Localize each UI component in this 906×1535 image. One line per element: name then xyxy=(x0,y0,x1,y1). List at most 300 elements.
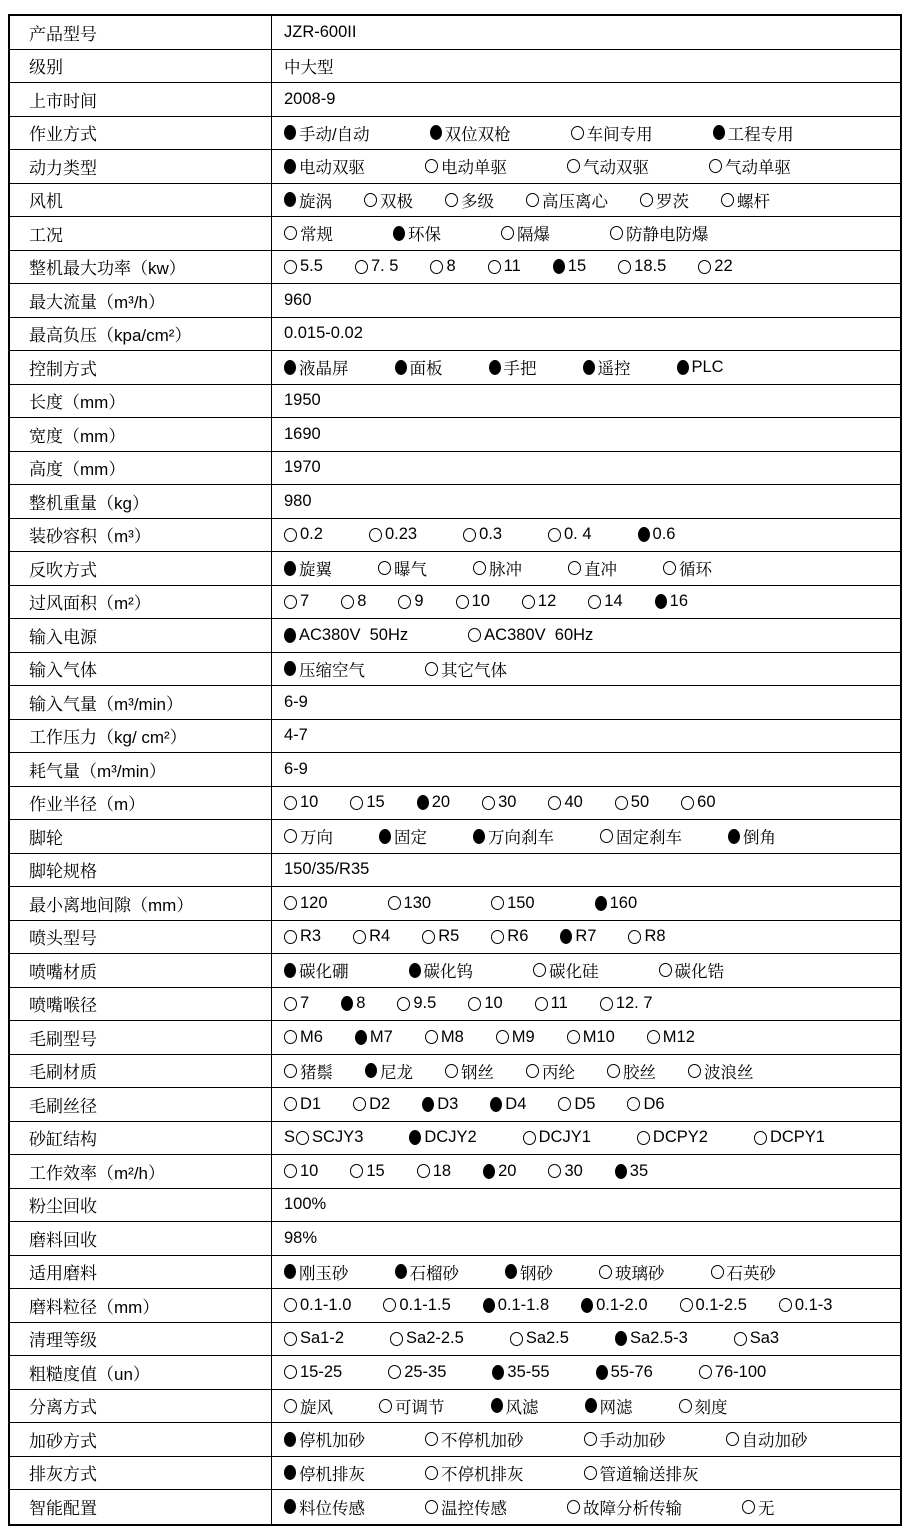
option-label: Sa2-2.5 xyxy=(406,1329,464,1348)
spec-label: 过风面积（m²） xyxy=(10,586,272,619)
spec-option xyxy=(615,1162,648,1181)
option-label: 环保 xyxy=(408,226,441,245)
radio-empty-icon xyxy=(637,1131,650,1145)
radio-empty-icon xyxy=(488,260,501,274)
radio-filled-icon xyxy=(491,1398,503,1413)
option-label: Sa2.5 xyxy=(525,1329,569,1348)
radio-empty-icon xyxy=(491,896,504,910)
option-label: Sa1-2 xyxy=(300,1329,345,1348)
spec-value: 0.015-0.02 xyxy=(284,324,363,343)
table-row xyxy=(10,921,900,955)
option-label: 35 xyxy=(629,1161,649,1180)
radio-filled-icon xyxy=(505,1264,517,1279)
radio-empty-icon xyxy=(284,226,297,240)
radio-empty-icon xyxy=(468,997,481,1011)
spec-value: 960 xyxy=(284,290,312,309)
spec-option xyxy=(383,1296,450,1315)
radio-empty-icon xyxy=(284,1064,297,1078)
option-label: 手把 xyxy=(503,360,537,379)
table-row xyxy=(10,619,900,653)
option-label: 手动加砂 xyxy=(599,1432,666,1451)
option-label: 倒角 xyxy=(743,829,776,848)
radio-empty-icon xyxy=(681,796,694,810)
radio-filled-icon xyxy=(393,226,405,241)
radio-empty-icon xyxy=(284,1332,297,1346)
option-label: M12 xyxy=(662,1027,695,1046)
radio-empty-icon xyxy=(468,628,481,642)
table-row xyxy=(10,1256,900,1290)
spec-label: 加砂方式 xyxy=(10,1423,272,1456)
option-label: 0.1-2.5 xyxy=(695,1295,747,1314)
option-label: 30 xyxy=(498,793,517,812)
spec-value xyxy=(272,1289,900,1322)
radio-filled-icon xyxy=(365,1063,377,1078)
radio-filled-icon xyxy=(284,561,296,576)
radio-empty-icon xyxy=(369,528,382,542)
spec-option xyxy=(284,1495,365,1519)
option-label: 风滤 xyxy=(505,1398,539,1417)
spec-option xyxy=(640,188,689,212)
radio-empty-icon xyxy=(659,963,672,977)
option-label: 网滤 xyxy=(599,1398,633,1417)
radio-filled-icon xyxy=(379,829,391,844)
spec-label: 脚轮规格 xyxy=(10,854,272,887)
option-label: 0.1-1.0 xyxy=(300,1295,352,1314)
table-row xyxy=(10,988,900,1022)
option-label: 12. 7 xyxy=(615,994,653,1013)
option-label: PLC xyxy=(691,357,724,376)
spec-option xyxy=(553,257,586,276)
radio-empty-icon xyxy=(734,1332,747,1346)
option-label: 车间专用 xyxy=(586,125,653,144)
spec-option xyxy=(680,1296,747,1315)
spec-option xyxy=(395,355,443,379)
spec-option xyxy=(284,556,332,580)
option-label: 面板 xyxy=(409,360,443,379)
table-row xyxy=(10,50,900,84)
radio-empty-icon xyxy=(526,193,539,207)
spec-option xyxy=(284,1162,318,1181)
spec-label: 毛刷材质 xyxy=(10,1055,272,1088)
option-label: 猪鬃 xyxy=(300,1063,333,1082)
option-label: D5 xyxy=(574,1094,596,1113)
radio-filled-icon xyxy=(284,1264,296,1279)
radio-filled-icon xyxy=(355,1030,367,1045)
option-label: 8 xyxy=(357,592,367,611)
spec-value xyxy=(272,1122,900,1155)
option-label: M7 xyxy=(369,1027,393,1046)
table-row xyxy=(10,1423,900,1457)
option-label: 固定 xyxy=(394,829,427,848)
option-label: 故障分析传输 xyxy=(583,1499,682,1518)
spec-option xyxy=(284,592,309,611)
radio-empty-icon xyxy=(284,829,297,843)
option-label: 脉冲 xyxy=(489,561,522,580)
option-prefix: S xyxy=(284,1128,296,1147)
radio-empty-icon xyxy=(425,1466,438,1480)
option-label: 石英砂 xyxy=(726,1264,776,1283)
spec-option xyxy=(341,994,365,1013)
option-label: 11 xyxy=(503,257,521,276)
spec-label: 级别 xyxy=(10,50,272,83)
option-label: 万向刹车 xyxy=(488,829,554,848)
radio-empty-icon xyxy=(571,126,584,140)
spec-label: 适用磨料 xyxy=(10,1256,272,1289)
table-row xyxy=(10,519,900,553)
option-label: D1 xyxy=(300,1094,322,1113)
radio-empty-icon xyxy=(688,1064,701,1078)
radio-empty-icon xyxy=(533,963,546,977)
radio-filled-icon xyxy=(409,1130,421,1145)
spec-option xyxy=(522,592,556,611)
spec-value: 100% xyxy=(284,1195,327,1214)
radio-empty-icon xyxy=(600,829,613,843)
option-label: 液晶屏 xyxy=(299,360,349,379)
radio-empty-icon xyxy=(456,595,469,609)
spec-label: 磨料粒径（mm） xyxy=(10,1289,272,1322)
option-label: 刻度 xyxy=(694,1398,728,1417)
spec-label: 清理等级 xyxy=(10,1323,272,1356)
spec-option xyxy=(647,1028,695,1047)
radio-filled-icon xyxy=(728,829,740,844)
spec-label: 喷嘴材质 xyxy=(10,954,272,987)
radio-empty-icon xyxy=(284,930,297,944)
option-label: 15-25 xyxy=(300,1362,343,1381)
option-label: 石榴砂 xyxy=(409,1264,459,1283)
radio-empty-icon xyxy=(526,1064,539,1078)
table-row xyxy=(10,787,900,821)
spec-option xyxy=(284,1128,363,1147)
table-row xyxy=(10,1088,900,1122)
spec-option xyxy=(393,221,441,245)
spec-option xyxy=(284,1329,344,1348)
spec-label: 分离方式 xyxy=(10,1390,272,1423)
option-label: 0.3 xyxy=(479,525,502,544)
spec-option xyxy=(560,927,596,946)
option-label: 8 xyxy=(446,257,456,276)
radio-empty-icon xyxy=(584,1466,597,1480)
option-label: 旋翼 xyxy=(299,561,332,580)
spec-value xyxy=(272,1155,900,1188)
option-label: 碳化钨 xyxy=(423,963,473,982)
table-row xyxy=(10,150,900,184)
spec-option xyxy=(526,1059,575,1083)
spec-option xyxy=(284,121,370,145)
spec-option xyxy=(600,824,682,848)
radio-empty-icon xyxy=(647,1030,660,1044)
spec-value xyxy=(272,184,900,217)
radio-empty-icon xyxy=(284,896,297,910)
option-label: 7 xyxy=(300,994,310,1013)
option-label: 30 xyxy=(564,1161,583,1180)
option-label: 9.5 xyxy=(413,994,437,1013)
radio-empty-icon xyxy=(425,1432,438,1446)
spec-option xyxy=(490,1095,526,1114)
radio-empty-icon xyxy=(548,796,561,810)
radio-empty-icon xyxy=(711,1265,724,1279)
option-label: 气动双驱 xyxy=(583,159,649,178)
radio-empty-icon xyxy=(284,997,297,1011)
option-label: 温控传感 xyxy=(441,1499,507,1518)
spec-option xyxy=(779,1296,833,1315)
option-label: 不停机排灰 xyxy=(441,1465,524,1484)
radio-empty-icon xyxy=(417,1164,430,1178)
spec-value xyxy=(272,1021,900,1054)
option-label: R3 xyxy=(300,927,322,946)
spec-option xyxy=(548,793,582,812)
radio-empty-icon xyxy=(607,1064,620,1078)
spec-value xyxy=(272,820,900,853)
radio-empty-icon xyxy=(548,528,561,542)
spec-option xyxy=(417,1162,451,1181)
spec-option xyxy=(489,355,537,379)
spec-label: 输入电源 xyxy=(10,619,272,652)
spec-label: 耗气量（m³/min） xyxy=(10,753,272,786)
table-row xyxy=(10,1490,900,1524)
spec-option xyxy=(688,1059,754,1083)
radio-empty-icon xyxy=(663,561,676,575)
option-label: AC380V 50Hz xyxy=(299,625,409,644)
option-label: 22 xyxy=(714,257,733,276)
spec-option xyxy=(425,154,507,178)
option-label: 多级 xyxy=(461,192,494,211)
option-label: 10 xyxy=(300,1161,319,1180)
spec-option xyxy=(567,1028,615,1047)
table-row xyxy=(10,1390,900,1424)
spec-value xyxy=(272,519,900,552)
option-label: 双极 xyxy=(380,192,413,211)
radio-empty-icon xyxy=(445,1064,458,1078)
radio-empty-icon xyxy=(398,595,411,609)
radio-empty-icon xyxy=(430,260,443,274)
spec-label: 控制方式 xyxy=(10,351,272,384)
spec-value xyxy=(272,1457,900,1490)
spec-option xyxy=(726,1427,808,1451)
spec-label: 输入气量（m³/min） xyxy=(10,686,272,719)
table-row xyxy=(10,1222,900,1256)
table-row xyxy=(10,1323,900,1357)
radio-filled-icon xyxy=(284,628,296,643)
option-label: Sa2.5-3 xyxy=(629,1329,688,1348)
spec-option xyxy=(284,927,321,946)
radio-empty-icon xyxy=(699,1365,712,1379)
radio-filled-icon xyxy=(284,1499,296,1514)
radio-filled-icon xyxy=(553,259,565,274)
spec-option xyxy=(533,958,599,982)
spec-option xyxy=(628,927,665,946)
radio-filled-icon xyxy=(595,896,607,911)
option-label: DCJY2 xyxy=(424,1128,477,1147)
table-row xyxy=(10,820,900,854)
spec-option xyxy=(456,592,490,611)
spec-value xyxy=(272,954,900,987)
radio-filled-icon xyxy=(284,1465,296,1480)
option-label: 曝气 xyxy=(394,561,427,580)
radio-empty-icon xyxy=(425,662,438,676)
spec-option xyxy=(341,592,366,611)
spec-label: 排灰方式 xyxy=(10,1457,272,1490)
option-label: 76-100 xyxy=(714,1362,767,1381)
spec-option xyxy=(588,592,622,611)
spec-label: 智能配置 xyxy=(10,1490,272,1524)
spec-value xyxy=(272,1490,900,1524)
option-label: 尼龙 xyxy=(380,1063,413,1082)
radio-empty-icon xyxy=(425,1500,438,1514)
radio-empty-icon xyxy=(378,561,391,575)
spec-option xyxy=(583,355,631,379)
radio-filled-icon xyxy=(284,192,296,207)
table-row xyxy=(10,854,900,888)
spec-option xyxy=(491,927,528,946)
option-label: M9 xyxy=(511,1027,535,1046)
spec-option xyxy=(398,592,423,611)
option-label: 0.6 xyxy=(652,525,676,544)
option-label: 55-76 xyxy=(610,1362,653,1381)
option-label: 无 xyxy=(758,1499,775,1518)
spec-option xyxy=(567,154,649,178)
radio-empty-icon xyxy=(422,930,435,944)
spec-option xyxy=(422,927,459,946)
spec-option xyxy=(284,626,408,645)
option-label: 钢砂 xyxy=(520,1264,553,1283)
option-label: 直冲 xyxy=(584,561,617,580)
spec-option xyxy=(395,1260,460,1284)
radio-empty-icon xyxy=(445,193,458,207)
radio-empty-icon xyxy=(425,159,438,173)
option-label: 旋涡 xyxy=(299,192,332,211)
radio-empty-icon xyxy=(522,595,535,609)
spec-option xyxy=(581,1296,647,1315)
spec-option xyxy=(473,824,554,848)
radio-filled-icon xyxy=(483,1164,495,1179)
option-label: 15 xyxy=(366,793,385,812)
option-label: 管道输送排灰 xyxy=(599,1465,699,1484)
option-label: 停机排灰 xyxy=(299,1465,365,1484)
table-row xyxy=(10,385,900,419)
option-label: 双位双枪 xyxy=(444,125,511,144)
radio-empty-icon xyxy=(284,1030,297,1044)
spec-option xyxy=(284,1296,351,1315)
option-label: 循环 xyxy=(679,561,712,580)
spec-label: 长度（mm） xyxy=(10,385,272,418)
spec-option xyxy=(699,1363,766,1382)
table-row xyxy=(10,117,900,151)
option-label: 50 xyxy=(630,793,650,812)
spec-option xyxy=(468,626,593,645)
spec-option xyxy=(548,525,592,544)
radio-filled-icon xyxy=(422,1097,434,1112)
spec-option xyxy=(637,1128,708,1147)
spec-option xyxy=(284,188,332,212)
option-label: 螺杆 xyxy=(737,192,770,211)
spec-option xyxy=(491,1394,539,1418)
spec-label: 整机最大功率（kw） xyxy=(10,251,272,284)
radio-empty-icon xyxy=(388,896,401,910)
spec-value xyxy=(272,1356,900,1389)
option-label: 料位传感 xyxy=(299,1499,365,1518)
spec-option xyxy=(445,188,494,212)
option-label: 14 xyxy=(604,592,623,611)
radio-empty-icon xyxy=(296,1131,309,1145)
spec-label: 粉尘回收 xyxy=(10,1189,272,1222)
option-label: 25-35 xyxy=(404,1362,447,1381)
spec-option xyxy=(492,1363,549,1382)
radio-filled-icon xyxy=(483,1298,495,1313)
radio-empty-icon xyxy=(567,1500,580,1514)
spec-value xyxy=(272,1390,900,1423)
radio-filled-icon xyxy=(284,963,296,978)
spec-option xyxy=(713,121,794,145)
spec-option xyxy=(711,1260,777,1284)
option-label: 18 xyxy=(432,1161,452,1180)
radio-empty-icon xyxy=(388,1365,401,1379)
spec-label: 毛刷丝径 xyxy=(10,1088,272,1121)
table-row xyxy=(10,452,900,486)
option-label: 隔爆 xyxy=(517,226,550,245)
radio-empty-icon xyxy=(284,1365,297,1379)
spec-option xyxy=(523,1128,591,1147)
spec-option xyxy=(491,894,535,913)
radio-empty-icon xyxy=(618,260,631,274)
option-label: 0.1-2.0 xyxy=(596,1295,648,1314)
spec-value xyxy=(272,887,900,920)
radio-empty-icon xyxy=(535,997,548,1011)
spec-option xyxy=(355,1028,393,1047)
spec-option xyxy=(679,1394,728,1418)
spec-option xyxy=(754,1128,825,1147)
spec-label: 高度（mm） xyxy=(10,452,272,485)
table-row xyxy=(10,1189,900,1223)
radio-filled-icon xyxy=(615,1164,627,1179)
option-label: 碳化硅 xyxy=(549,963,599,982)
spec-option xyxy=(599,1260,665,1284)
table-row xyxy=(10,184,900,218)
spec-option xyxy=(365,1059,413,1083)
spec-option xyxy=(284,154,365,178)
option-label: 60 xyxy=(697,793,716,812)
radio-empty-icon xyxy=(390,1332,403,1346)
radio-filled-icon xyxy=(284,661,296,676)
table-row xyxy=(10,251,900,285)
radio-empty-icon xyxy=(628,930,641,944)
spec-label: 粗糙度值（un） xyxy=(10,1356,272,1389)
spec-option xyxy=(698,257,732,276)
spec-option xyxy=(422,1095,458,1114)
spec-value xyxy=(272,586,900,619)
table-row xyxy=(10,954,900,988)
spec-value xyxy=(272,217,900,250)
option-label: 防静电防爆 xyxy=(626,226,709,245)
option-label: AC380V 60Hz xyxy=(484,625,594,644)
radio-empty-icon xyxy=(379,1399,392,1413)
radio-filled-icon xyxy=(585,1398,597,1413)
spec-label: 工作效率（m²/h） xyxy=(10,1155,272,1188)
option-label: R6 xyxy=(507,927,529,946)
spec-value: 1690 xyxy=(284,424,321,443)
radio-empty-icon xyxy=(558,1097,571,1111)
spec-option xyxy=(284,1363,342,1382)
spec-label: 喷嘴喉径 xyxy=(10,988,272,1021)
option-label: DCPY1 xyxy=(769,1128,825,1147)
spec-label: 装砂容积（m³） xyxy=(10,519,272,552)
radio-empty-icon xyxy=(491,930,504,944)
spec-value xyxy=(272,150,900,183)
option-label: 胶丝 xyxy=(623,1063,656,1082)
spec-option xyxy=(615,1329,688,1348)
table-row xyxy=(10,1289,900,1323)
option-label: 玻璃砂 xyxy=(615,1264,665,1283)
table-row xyxy=(10,1055,900,1089)
